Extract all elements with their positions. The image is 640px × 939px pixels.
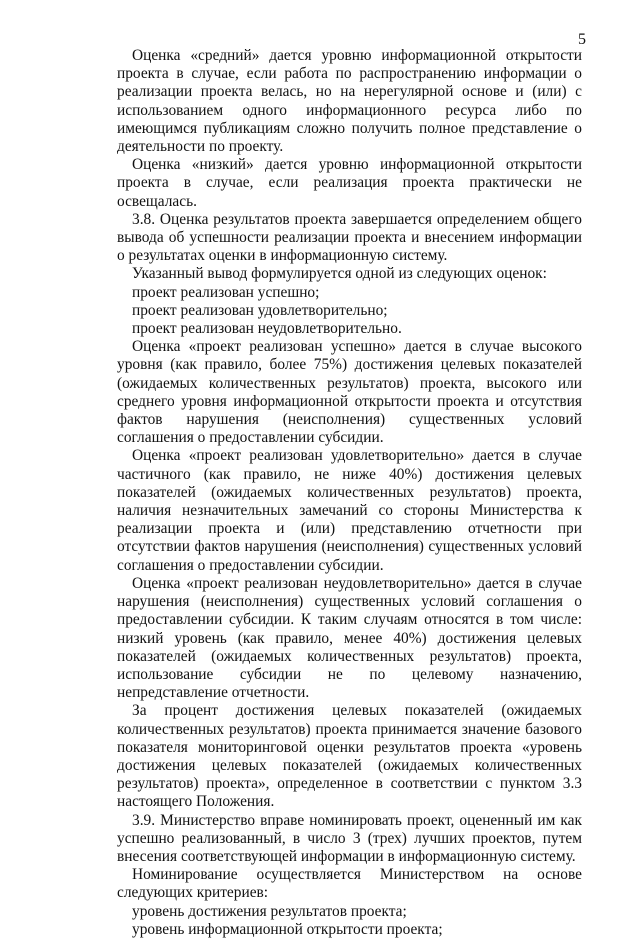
paragraph-achievement-percentage: За процент достижения целевых показателей (ожидаемых количественных результатов) проекта принимается значение базового показателя мониторинговой оценки результатов проекта «уровень достижения целевых показателей (ожидаемых количественных результатов) проекта», определенное в соответствии с пунктом 3.3 настоящего Положения. [117, 702, 582, 811]
page-number: 5 [578, 31, 586, 48]
paragraph-success-definition: Оценка «проект реализован успешно» дается в случае высокого уровня (как правило, более 75%) достижения целевых показателей (ожидаемых количественных результатов) проекта, высокого или среднего уровня информационной открытости проекта и отсутствия фактов нарушения (неисполнения) существенных условий соглашения о предоставлении субсидии. [117, 338, 582, 447]
paragraph-unsatisfactory-definition: Оценка «проект реализован неудовлетворительно» дается в случае нарушения (неисполнения) существенных условий соглашения о предоставлении субсидии. К таким случаям относятся в том числе: низкий уровень (как правило, менее 40%) достижения целевых показателей (ожидаемых количественных результатов) проекта, использование субсидии не по целевому назначению, непредставление отчетности. [117, 574, 582, 702]
list-item-openness-level: уровень информационной открытости проекта; [132, 920, 443, 938]
list-item-success: проект реализован успешно; [132, 283, 320, 301]
paragraph-conclusion-intro: Указанный вывод формулируется одной из следующих оценок: [132, 265, 547, 283]
paragraph-rating-low: Оценка «низкий» дается уровню информационной открытости проекта в случае, если реализация проекта практически не освещалась. [117, 156, 582, 210]
document-body [117, 47, 582, 939]
paragraph-satisfactory-definition: Оценка «проект реализован удовлетворительно» дается в случае частичного (как правило, не ниже 40%) достижения целевых показателей (ожидаемых количественных результатов) проекта, наличия незначительных замечаний со стороны Министерства к реализации проекта и (или) представлению отчетности при отсутствии фактов нарушения (неисполнения) существенных условий соглашения о предоставлении субсидии. [117, 447, 582, 574]
list-item-results-level: уровень достижения результатов проекта; [132, 902, 407, 920]
list-item-unsatisfactory: проект реализован неудовлетворительно. [132, 320, 402, 338]
paragraph-section-3-8: 3.8. Оценка результатов проекта завершается определением общего вывода об успешности реализации проекта и внесением информации о результатах оценки в информационную систему. [117, 210, 582, 265]
paragraph-rating-medium: Оценка «средний» дается уровню информационной открытости проекта в случае, если работа по распространению информации о реализации проекта велась, но на нерегулярной основе и (или) с использованием одного информационного ресурса либо по имеющимся публикациям сложно получить полное представление о деятельности по проекту. [117, 47, 582, 156]
paragraph-nomination-criteria: Номинирование осуществляется Министерством на основе следующих критериев: [117, 866, 582, 902]
list-item-satisfactory: проект реализован удовлетворительно; [132, 301, 388, 319]
paragraph-section-3-9: 3.9. Министерство вправе номинировать проект, оцененный им как успешно реализованный, в число 3 (трех) лучших проектов, путем внесения соответствующей информации в информационную систему. [117, 811, 582, 865]
